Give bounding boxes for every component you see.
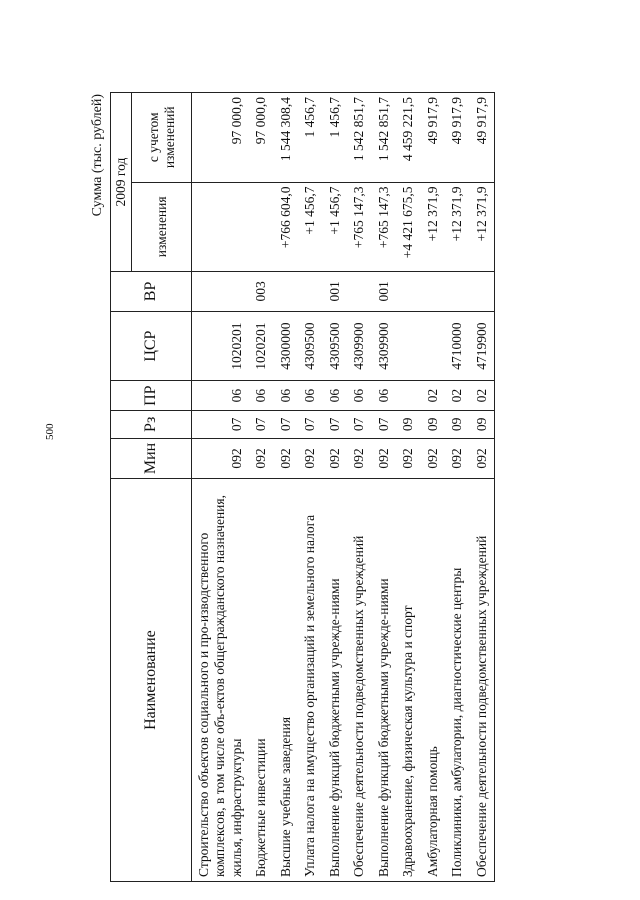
row-pr: 06 (323, 381, 347, 410)
row-change: +12 371,9 (470, 182, 495, 272)
row-rz: 07 (249, 410, 273, 438)
row-rz: 09 (470, 410, 495, 438)
row-rz: 07 (274, 410, 298, 438)
row-name: Здравоохранение, физическая культура и спорт (396, 479, 420, 882)
row-min: 092 (372, 438, 396, 478)
row-csr: 4719900 (470, 311, 495, 381)
row-pr: 02 (421, 381, 445, 410)
header-rz: Рз (111, 410, 192, 438)
rotated-table-block (90, 82, 590, 882)
row-vr: 003 (249, 272, 273, 312)
row-total: 1 544 308,4 (274, 93, 298, 183)
row-vr (347, 272, 371, 312)
table-header (111, 93, 192, 882)
table-row (372, 93, 396, 882)
row-name: Выполнение функций бюджетными учрежде-ниями (323, 479, 347, 882)
row-name: Амбулаторная помощь (421, 479, 445, 882)
row-csr: 4309900 (347, 311, 371, 381)
table-row (470, 93, 495, 882)
table-row (445, 93, 469, 882)
row-total: 1 542 851,7 (347, 93, 371, 183)
row-name: Обеспечение деятельности подведомственных учреждений (470, 479, 495, 882)
row-name: Бюджетные инвестиции (249, 479, 273, 882)
row-min: 092 (421, 438, 445, 478)
row-vr (470, 272, 495, 312)
row-change: +766 604,0 (274, 182, 298, 272)
header-min: Мин (111, 438, 192, 478)
row-change: +1 456,7 (323, 182, 347, 272)
row-change: +4 421 675,5 (396, 182, 420, 272)
row-total: 4 459 221,5 (396, 93, 420, 183)
header-pr: ПР (111, 381, 192, 410)
row-csr: 4300000 (274, 311, 298, 381)
table-body (192, 93, 495, 882)
row-pr: 06 (298, 381, 322, 410)
row-csr: 1020201 (249, 311, 273, 381)
row-vr: 001 (323, 272, 347, 312)
row-csr (421, 311, 445, 381)
row-total: 49 917,9 (445, 93, 469, 183)
row-total: 97 000,0 (249, 93, 273, 183)
row-name: Поликлиники, амбулатории, диагностические центры (445, 479, 469, 882)
row-vr (445, 272, 469, 312)
row-min: 092 (396, 438, 420, 478)
row-pr: 02 (470, 381, 495, 410)
row-total: 49 917,9 (470, 93, 495, 183)
table-row (396, 93, 420, 882)
row-change (192, 182, 250, 272)
row-change: +12 371,9 (445, 182, 469, 272)
header-name: Наименование (111, 479, 192, 882)
row-vr (192, 272, 250, 312)
row-name: Обеспечение деятельности подведомственных учреждений (347, 479, 371, 882)
header-changes: изменения (132, 182, 192, 272)
row-rz: 09 (396, 410, 420, 438)
row-csr: 4710000 (445, 311, 469, 381)
row-rz: 09 (445, 410, 469, 438)
row-rz: 09 (421, 410, 445, 438)
row-vr: 001 (372, 272, 396, 312)
unit-note: Сумма (тыс. рублей) (90, 94, 105, 217)
row-csr (396, 311, 420, 381)
header-csr: ЦСР (111, 311, 192, 381)
row-pr: 06 (347, 381, 371, 410)
row-min: 092 (445, 438, 469, 478)
row-csr: 1020201 (192, 311, 250, 381)
table-row (421, 93, 445, 882)
table-row (323, 93, 347, 882)
table-row (274, 93, 298, 882)
row-pr: 06 (192, 381, 250, 410)
row-vr (396, 272, 420, 312)
row-vr (421, 272, 445, 312)
row-name: Строительство объектов социального и про-изводственного комплексов, в том числе объ-ектов общегражданского назначения, жилья, инфраструктуры (192, 479, 250, 882)
row-name: Уплата налога на имущество организаций и земельного налога (298, 479, 322, 882)
header-year: 2009 год (111, 93, 132, 272)
budget-table (110, 92, 495, 882)
row-vr (274, 272, 298, 312)
row-pr: 06 (249, 381, 273, 410)
row-total: 1 456,7 (298, 93, 322, 183)
table-row (192, 93, 250, 882)
row-total: 97 000,0 (192, 93, 250, 183)
row-change: +12 371,9 (421, 182, 445, 272)
row-name: Высшие учебные заведения (274, 479, 298, 882)
row-change: +765 147,3 (372, 182, 396, 272)
row-rz: 07 (347, 410, 371, 438)
row-pr: 06 (372, 381, 396, 410)
row-rz: 07 (298, 410, 322, 438)
header-vr: ВР (111, 272, 192, 312)
row-name: Выполнение функций бюджетными учрежде-ниями (372, 479, 396, 882)
row-total: 49 917,9 (421, 93, 445, 183)
row-change (249, 182, 273, 272)
table-row (347, 93, 371, 882)
row-csr: 4309500 (323, 311, 347, 381)
header-with-changes: с учетом изменений (132, 93, 192, 183)
row-min: 092 (192, 438, 250, 478)
row-total: 1 456,7 (323, 93, 347, 183)
row-change: +765 147,3 (347, 182, 371, 272)
row-pr: 02 (445, 381, 469, 410)
page-number: 500 (44, 423, 56, 440)
row-min: 092 (298, 438, 322, 478)
row-min: 092 (323, 438, 347, 478)
row-min: 092 (347, 438, 371, 478)
table-row (298, 93, 322, 882)
row-rz: 07 (192, 410, 250, 438)
row-total: 1 542 851,7 (372, 93, 396, 183)
row-csr: 4309900 (372, 311, 396, 381)
row-csr: 4309500 (298, 311, 322, 381)
row-min: 092 (470, 438, 495, 478)
row-rz: 07 (372, 410, 396, 438)
row-vr (298, 272, 322, 312)
row-rz: 07 (323, 410, 347, 438)
table-row (249, 93, 273, 882)
row-min: 092 (274, 438, 298, 478)
row-change: +1 456,7 (298, 182, 322, 272)
row-pr: 06 (274, 381, 298, 410)
row-pr (396, 381, 420, 410)
row-min: 092 (249, 438, 273, 478)
